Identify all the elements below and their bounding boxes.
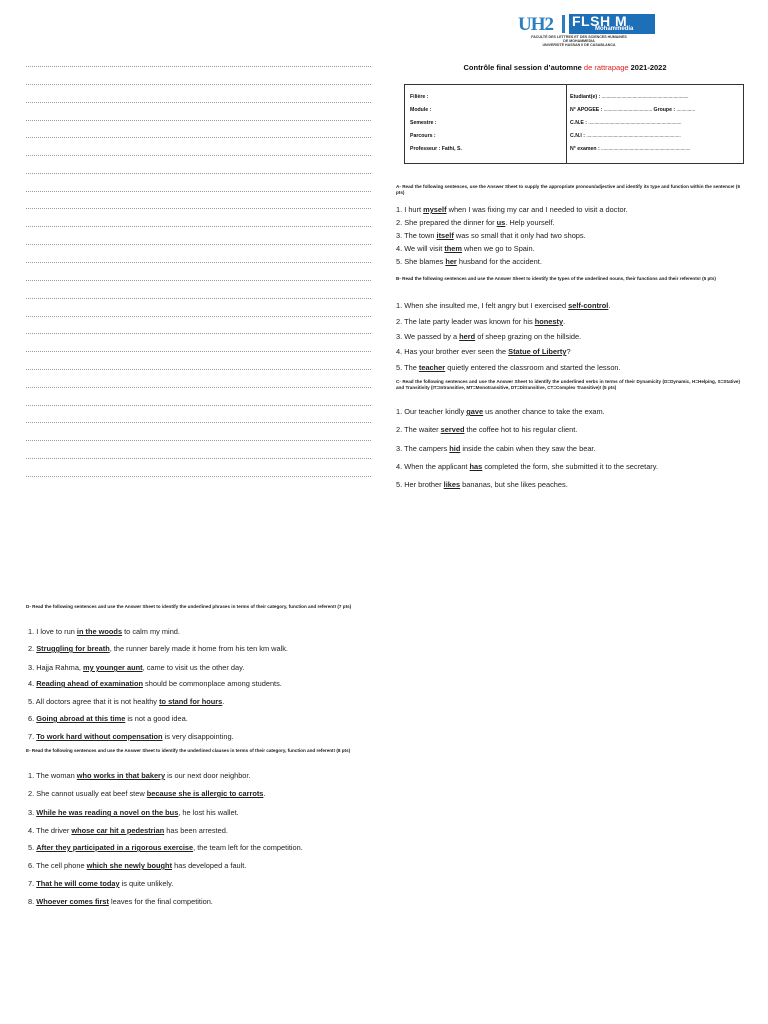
underlined-target: who works in that bakery: [76, 771, 166, 780]
answer-line[interactable]: [26, 280, 371, 281]
answer-line[interactable]: [26, 333, 371, 334]
item-text: , came to visit us the other day.: [142, 663, 245, 672]
item-text: us another chance to take the exam.: [483, 407, 605, 416]
underlined-target: has: [469, 462, 483, 471]
exercise-item: [396, 317, 565, 326]
section-a-instruction: A- Read the following sentences, use the Answer Sheet to supply the appropriate pronoun/adjective and identify its type and function within the sentence! (5 pts): [396, 184, 740, 195]
item-text: 3. Hajja Rahma,: [28, 663, 84, 672]
item-text: .: [608, 301, 611, 310]
student-info-table: [404, 84, 744, 164]
item-text: 4. We will visit: [396, 244, 445, 253]
item-text: 5. All doctors agree that it is not healthy: [28, 697, 160, 706]
item-text: quietly entered the classroom and started the lesson.: [445, 363, 621, 372]
answer-line[interactable]: [26, 262, 371, 263]
item-text: 1. Our teacher kindly: [396, 407, 467, 416]
item-text: when we go to Spain.: [462, 244, 535, 253]
exercise-item: [396, 480, 568, 489]
item-text: 4. The driver: [28, 826, 72, 835]
item-text: 1. When she insulted me, I felt angry but I exercised: [396, 301, 569, 310]
exercise-item: [396, 231, 586, 240]
answer-line[interactable]: [26, 369, 371, 370]
item-text: is quite unlikely.: [119, 879, 174, 888]
item-text: .: [222, 697, 225, 706]
exercise-item: [28, 826, 228, 835]
exercise-item: [28, 843, 303, 852]
item-text: inside the cabin when they saw the bear.: [460, 444, 596, 453]
exercise-item: [396, 363, 621, 372]
answer-line[interactable]: [26, 120, 371, 121]
exercise-item: [396, 425, 577, 434]
exercise-item: [396, 462, 658, 471]
exercise-item: [396, 444, 596, 453]
exercise-item: [28, 879, 173, 888]
underlined-target: because she is allergic to carrots: [146, 789, 264, 798]
item-text: 2. She cannot usually eat beef stew: [28, 789, 147, 798]
field-filiere: Filière :: [410, 94, 429, 100]
item-text: 2. She prepared the dinner for: [396, 218, 497, 227]
underlined-target: gave: [466, 407, 484, 416]
answer-line[interactable]: [26, 298, 371, 299]
answer-line[interactable]: [26, 476, 371, 477]
item-text: should be commonplace among students.: [143, 679, 282, 688]
item-text: has developed a fault.: [172, 861, 247, 870]
underlined-target: itself: [436, 231, 454, 240]
underlined-target: her: [445, 257, 457, 266]
section-b-instruction: B- Read the following sentences and use the Answer Sheet to identify the types of the underlined nouns, their functions and their referents! (5 pts): [396, 276, 716, 281]
underlined-target: Going abroad at this time: [36, 714, 126, 723]
section-c-instruction: C- Read the following sentences and use the Answer Sheet to identify the underlined verbs in terms of their Dynamicity (D=Dynamic, H=Helping, S=Stative) and Transitivity (IT=Intransitive, MT=Monotransitive, DT=Ditransitive, CT=Complex Transitive)! (5 pts): [396, 379, 740, 390]
item-text: of sheep grazing on the hillside.: [475, 332, 582, 341]
field-cni[interactable]: C.N.I : ............................................................................: [570, 133, 681, 139]
exercise-item: [396, 218, 555, 227]
item-text: 5. She blames: [396, 257, 446, 266]
exercise-item: [28, 663, 244, 672]
underlined-target: them: [444, 244, 462, 253]
section-e-instruction: E- Read the following sentences and use the Answer Sheet to identify the underlined clauses in terms of their category, function and referent! (8 pts): [26, 748, 351, 753]
item-text: 1. I love to run: [28, 627, 77, 636]
logo-mark: UH2: [518, 14, 553, 35]
item-text: , he lost his wallet.: [178, 808, 239, 817]
underlined-target: hid: [449, 444, 461, 453]
answer-line[interactable]: [26, 440, 371, 441]
faculty-logo: [516, 14, 642, 50]
answer-line[interactable]: [26, 422, 371, 423]
exercise-item: [396, 332, 581, 341]
item-text: 6.: [28, 714, 37, 723]
item-text: was so small that it only had two shops.: [453, 231, 586, 240]
answer-line[interactable]: [26, 351, 371, 352]
exercise-item: [28, 644, 288, 653]
field-semestre: Semestre :: [410, 120, 437, 126]
underlined-target: in the woods: [76, 627, 123, 636]
item-text: 6. The cell phone: [28, 861, 87, 870]
answer-line[interactable]: [26, 173, 371, 174]
underlined-target: Reading ahead of examination: [36, 679, 143, 688]
underlined-target: While he was reading a novel on the bus: [36, 808, 179, 817]
logo-line3: UNIVERSITÉ HASSAN II DE CASABLANCA: [542, 43, 616, 47]
item-text: 1. I hurt: [396, 205, 424, 214]
answer-line[interactable]: [26, 137, 371, 138]
underlined-target: Statue of Liberty: [508, 347, 567, 356]
underlined-target: self-control: [568, 301, 609, 310]
answer-line[interactable]: [26, 102, 371, 103]
section-d-instruction: D- Read the following sentences and use the Answer Sheet to identify the underlined phrases in terms of their category, function and referent! (7 pts): [26, 604, 352, 609]
item-text: 7.: [28, 879, 37, 888]
underlined-target: After they participated in a rigorous exercise: [36, 843, 194, 852]
field-cne[interactable]: C.N.E : ...........................................................................: [570, 120, 682, 126]
underlined-target: likes: [443, 480, 461, 489]
item-text: .: [563, 317, 566, 326]
exercise-item: [28, 732, 234, 741]
exercise-item: [28, 697, 224, 706]
underlined-target: Whoever comes first: [36, 897, 109, 906]
exercise-item: [28, 808, 239, 817]
logo-city: Mohammedia: [595, 26, 634, 32]
item-text: completed the form, she submitted it to the secretary.: [482, 462, 658, 471]
answer-line[interactable]: [26, 208, 371, 209]
item-text: is very disappointing.: [162, 732, 234, 741]
item-text: bananas, but she likes peaches.: [460, 480, 568, 489]
field-professeur: Professeur : Fathi, S.: [410, 146, 462, 152]
answer-line[interactable]: [26, 458, 371, 459]
item-text: is our next door neighbor.: [165, 771, 251, 780]
logo-name: FLSH M: [572, 13, 628, 29]
item-text: .: [263, 789, 266, 798]
item-text: has been arrested.: [164, 826, 228, 835]
item-text: 5.: [28, 843, 37, 852]
item-text: the coffee hot to his regular client.: [464, 425, 578, 434]
item-text: 2. The late party leader was known for his: [396, 317, 535, 326]
answer-line[interactable]: [26, 66, 371, 67]
answer-line[interactable]: [26, 191, 371, 192]
exercise-item: [396, 407, 605, 416]
underlined-target: That he will come today: [36, 879, 120, 888]
item-text: , the runner barely made it home from his ten km walk.: [109, 644, 288, 653]
item-text: 4.: [28, 679, 37, 688]
answer-line[interactable]: [26, 316, 371, 317]
item-text: 5. The: [396, 363, 419, 372]
item-text: , the team left for the competition.: [193, 843, 303, 852]
item-text: 3.: [28, 808, 37, 817]
field-parcours: Parcours :: [410, 133, 436, 139]
logo-line1: FACULTÉ DES LETTRES ET DES SCIENCES HUMAINES: [531, 35, 627, 39]
exercise-item: [396, 347, 571, 356]
item-text: is not a good idea.: [125, 714, 188, 723]
item-text: 4. Has your brother ever seen the: [396, 347, 509, 356]
item-text: 3. We passed by a: [396, 332, 460, 341]
exercise-item: [396, 244, 535, 253]
exercise-item: [28, 679, 282, 688]
item-text: husband for the accident.: [456, 257, 542, 266]
exercise-item: [28, 627, 180, 636]
item-text: ?: [566, 347, 571, 356]
item-text: 4. When the applicant: [396, 462, 470, 471]
underlined-target: herd: [459, 332, 476, 341]
item-text: 2. The waiter: [396, 425, 441, 434]
answer-line[interactable]: [26, 84, 371, 85]
item-text: to calm my mind.: [122, 627, 180, 636]
underlined-target: served: [440, 425, 465, 434]
item-text: leaves for the final competition.: [108, 897, 213, 906]
item-text: 3. The town: [396, 231, 437, 240]
item-text: 2.: [28, 644, 37, 653]
field-module: Module :: [410, 107, 432, 113]
underlined-target: us: [496, 218, 506, 227]
underlined-target: teacher: [418, 363, 446, 372]
title-highlight: de rattrapage: [583, 63, 629, 72]
logo-divider: [562, 15, 565, 33]
field-etudiant[interactable]: Etudiant(e) : ......................................................................: [570, 94, 689, 100]
exercise-item: [28, 771, 251, 780]
underlined-target: Struggling for breath: [36, 644, 110, 653]
underlined-target: to stand for hours: [159, 697, 223, 706]
exercise-item: [396, 301, 610, 310]
item-text: 5. Her brother: [396, 480, 444, 489]
underlined-target: whose car hit a pedestrian: [71, 826, 165, 835]
underlined-target: my younger aunt: [83, 663, 143, 672]
item-text: 7.: [28, 732, 37, 741]
item-text: when I was fixing my car and I needed to visit a doctor.: [446, 205, 628, 214]
exercise-item: [396, 257, 542, 266]
field-apogee[interactable]: N° APOGEE : ....................................... Groupe : ...............: [570, 107, 696, 113]
logo-line2: DE MOHAMMEDIA: [563, 39, 595, 43]
item-text: 3. The campers: [396, 444, 450, 453]
table-divider: [566, 85, 567, 163]
field-examen[interactable]: N° examen : ........................................................................: [570, 146, 691, 152]
answer-line[interactable]: [26, 244, 371, 245]
underlined-target: which she newly bought: [86, 861, 173, 870]
answer-line[interactable]: [26, 155, 371, 156]
underlined-target: To work hard without compensation: [36, 732, 163, 741]
exercise-item: [28, 897, 213, 906]
underlined-target: myself: [423, 205, 447, 214]
item-text: . Help yourself.: [505, 218, 555, 227]
answer-line[interactable]: [26, 226, 371, 227]
exercise-item: [28, 789, 265, 798]
exercise-item: [28, 714, 188, 723]
item-text: 8.: [28, 897, 37, 906]
answer-line[interactable]: [26, 405, 371, 406]
answer-line[interactable]: [26, 387, 371, 388]
item-text: 1. The woman: [28, 771, 77, 780]
logo-badge: [569, 14, 655, 34]
exam-title: Contrôle final session d’automne de rattrapage 2021-2022: [463, 63, 667, 72]
exercise-item: [28, 861, 246, 870]
underlined-target: honesty: [534, 317, 564, 326]
exercise-item: [396, 205, 628, 214]
